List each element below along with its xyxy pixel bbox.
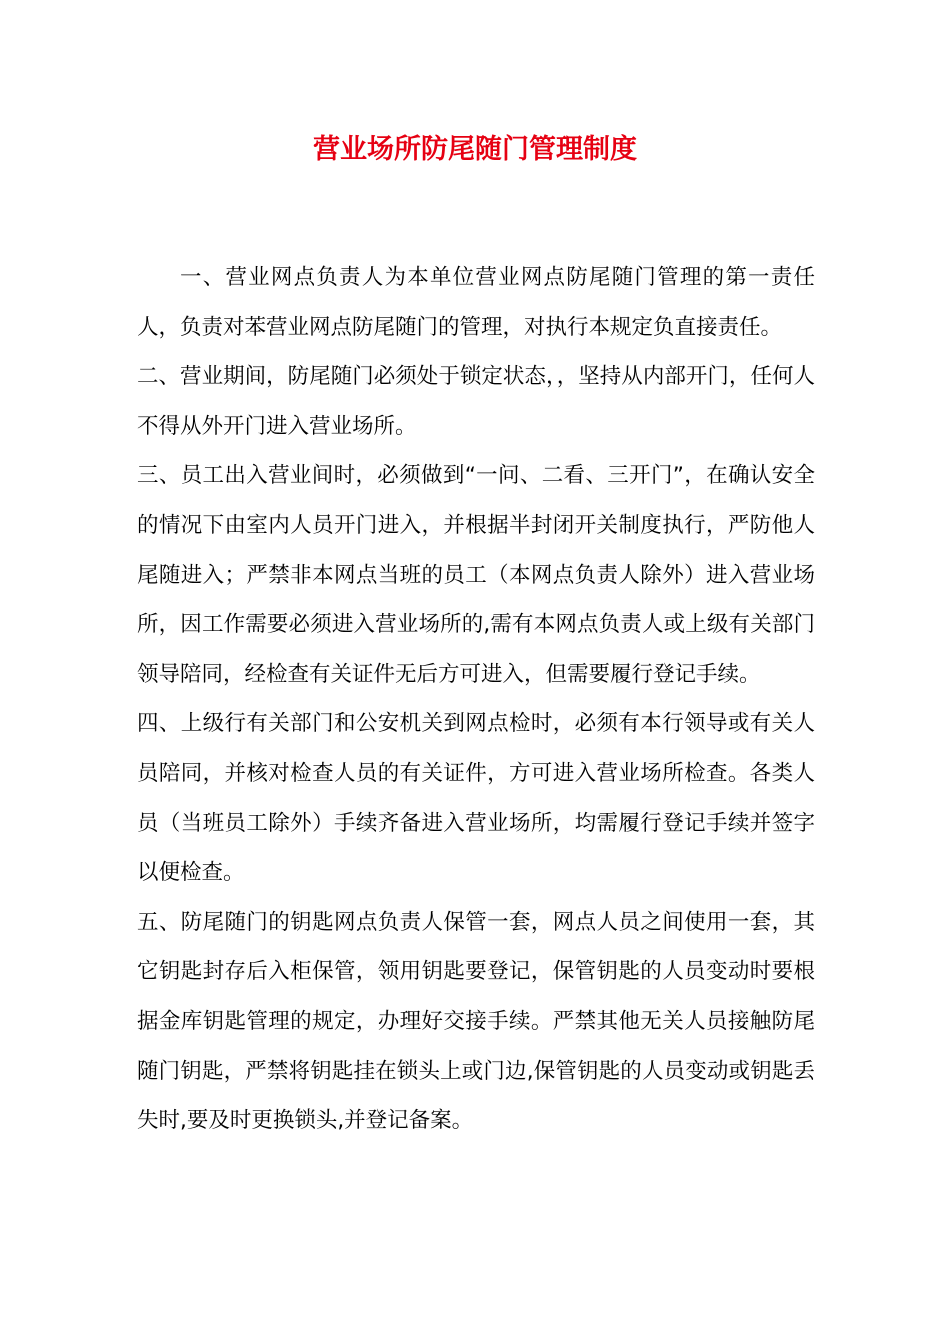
document-body bbox=[137, 253, 815, 1146]
document-title: 营业场所防尾随门管理制度 bbox=[313, 134, 637, 165]
paragraph-2: 二、营业期间，防尾随门必须处于锁定状态，，坚持从内部开门，任何人不得从外开门进入营业场所。 bbox=[137, 364, 815, 439]
paragraph-5: 五、防尾随门的钥匙网点负责人保管一套，网点人员之间使用一套，其它钥匙封存后入柜保管，领用钥匙要登记，保管钥匙的人员变动时要根据金库钥匙管理的规定，办理好交接手续。严禁其他无关人员接触防尾随门钥匙，严禁将钥匙挂在锁头上或门边,保管钥匙的人员变动或钥匙丢失时,要及时更换锁头,并登记备案。 bbox=[137, 909, 815, 1134]
paragraph-1: 一、营业网点负责人为本单位营业网点防尾随门管理的第一责任人，负责对苯营业网点防尾随门的管理，对执行本规定负直接责任。 bbox=[137, 265, 815, 340]
paragraph-4: 四、上级行有关部门和公安机关到网点检时，必须有本行领导或有关人员陪同，并核对检查人员的有关证件，方可进入营业场所检查。各类人员（当班员工除外）手续齐备进入营业场所，均需履行登记手续并签字以便检查。 bbox=[137, 711, 815, 886]
paragraph-3: 三、员工出入营业间时，必须做到“一问、二看、三开门”，在确认安全的情况下由室内人员开门进入，并根据半封闭开关制度执行，严防他人尾随进入；严禁非本网点当班的员工（本网点负责人除外）进入营业场所，因工作需要必须进入营业场所的,需有本网点负责人或上级有关部门领导陪同，经检查有关证件无后方可进入，但需要履行登记手续。 bbox=[137, 463, 815, 687]
